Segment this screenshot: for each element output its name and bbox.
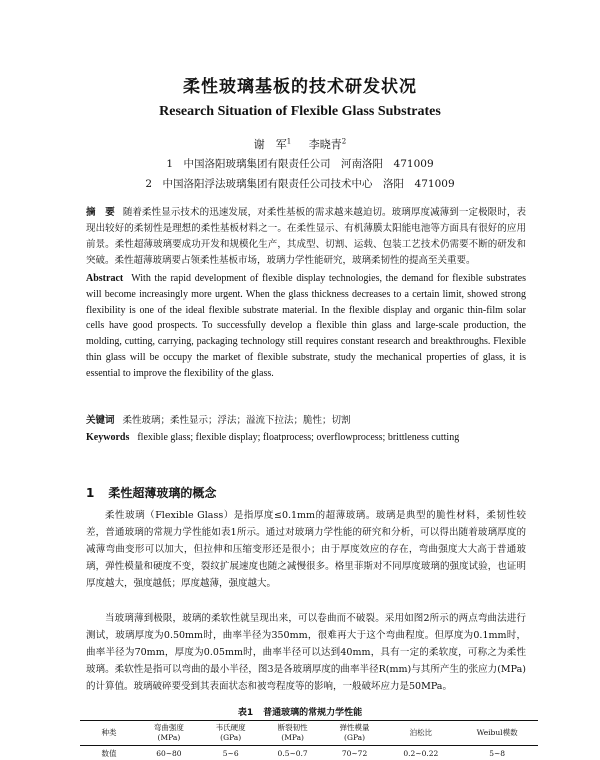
table-cell: 5~8 bbox=[456, 746, 538, 760]
table-header-cell bbox=[324, 721, 386, 746]
affiliation-1: 1 中国洛阳玻璃集团有限责任公司 河南洛阳 471009 bbox=[0, 156, 600, 171]
header-line: 韦氏硬度 bbox=[216, 723, 246, 732]
table-caption-number: 表1 bbox=[238, 708, 253, 718]
table-cell: 70~72 bbox=[324, 746, 386, 760]
header-line: 弹性模量 bbox=[340, 723, 370, 732]
author-2: 李晓青 bbox=[309, 138, 342, 151]
table-header-cell: 泊松比 bbox=[385, 721, 456, 746]
keywords-zh-label: 关键词 bbox=[86, 415, 115, 426]
keywords-en bbox=[86, 430, 526, 446]
table-caption-text: 普通玻璃的常规力学性能 bbox=[263, 708, 362, 718]
section-title: 柔性超薄玻璃的概念 bbox=[108, 486, 216, 500]
table-header-cell: 种类 bbox=[80, 721, 138, 746]
keywords-zh-text: 柔性玻璃；柔性显示；浮法；溢流下拉法；脆性；切割 bbox=[123, 415, 351, 426]
abstract-en bbox=[86, 271, 526, 382]
table-header-cell: Weibul模数 bbox=[456, 721, 538, 746]
header-unit: (GPa) bbox=[220, 733, 241, 742]
keywords-en-label: Keywords bbox=[86, 432, 129, 443]
header-unit: (MPa) bbox=[158, 733, 181, 742]
author-2-sup: 2 bbox=[342, 137, 346, 145]
table-header-cell bbox=[138, 721, 200, 746]
authors bbox=[0, 136, 600, 152]
properties-table bbox=[80, 720, 538, 760]
header-line: 断裂韧性 bbox=[278, 723, 308, 732]
table-row bbox=[80, 746, 538, 760]
header-unit: (GPa) bbox=[344, 733, 365, 742]
abstract-en-label: Abstract bbox=[86, 273, 123, 284]
table-cell: 60~80 bbox=[138, 746, 200, 760]
abstract-zh-text: 随着柔性显示技术的迅速发展，对柔性基板的需求越来越迫切。玻璃厚度减薄到一定极限时，表现出较好的柔韧性是理想的柔性基板材料之一。在柔性显示、有机薄膜太阳能电池等方面具有很好的应用前景。柔性超薄玻璃要成功开发和规模化生产，其成型、切割、运载、包装工艺技术仍需要不断的研发和突破。柔性超薄玻璃要占领柔性基板市场，玻璃力学性能研究，玻璃柔韧性的提高至关重要。 bbox=[86, 207, 526, 266]
keywords-zh bbox=[86, 413, 526, 429]
paper-title-zh: 柔性玻璃基板的技术研发状况 bbox=[0, 72, 600, 97]
header-line: 弯曲强度 bbox=[154, 723, 184, 732]
section-heading bbox=[86, 484, 216, 501]
table-cell: 数值 bbox=[80, 746, 138, 760]
section-number: 1 bbox=[86, 486, 94, 500]
table-cell: 5~6 bbox=[200, 746, 262, 760]
affiliation-2: 2 中国洛阳浮法玻璃集团有限责任公司技术中心 洛阳 471009 bbox=[0, 176, 600, 191]
table-header-cell bbox=[262, 721, 324, 746]
author-1: 谢 军 bbox=[254, 138, 287, 151]
table-header-cell bbox=[200, 721, 262, 746]
paper-title-en: Research Situation of Flexible Glass Substrates bbox=[0, 104, 600, 120]
header-unit: (MPa) bbox=[281, 733, 304, 742]
body-paragraph-2: 当玻璃薄到极限，玻璃的柔软性就呈现出来，可以卷曲而不破裂。采用如图2所示的两点弯曲法进行测试，玻璃厚度为0.50mm时，曲率半径为350mm，很难再大于这个弯曲程度。但厚度为0.1mm时，曲率半径为70mm，厚度为0.05mm时，曲率半径可以达到40mm，具有一定的柔软度，可称之为柔性玻璃。柔软性是指可以弯曲的最小半径，图3是各玻璃厚度的曲率半径R(mm)与其所产生的张应力(MPa)的计算值。玻璃破碎要受到其表面状态和被弯程度等的影响，一般破坏应力是50MPa。 bbox=[86, 610, 526, 695]
body-paragraph-1: 柔性玻璃（Flexible Glass）是指厚度≤0.1mm的超薄玻璃。玻璃是典型的脆性材料，柔韧性较差，普通玻璃的常规力学性能如表1所示。通过对玻璃力学性能的研究和分析，可以得出随着玻璃厚度的减薄弯曲变形可以加大，但拉伸和压缩变形还是很小；由于厚度效应的存在，弯曲强度大大高于普通玻璃，弹性模量和硬度不变，裂纹扩展速度也随之减慢很多。格里菲斯对不同厚度玻璃的强度试验，也证明厚度越大，强度越低；厚度越薄，强度越大。 bbox=[86, 507, 526, 592]
table-cell: 0.5~0.7 bbox=[262, 746, 324, 760]
table-cell: 0.2~0.22 bbox=[385, 746, 456, 760]
abstract-en-text: With the rapid development of flexible display technologies, the demand for flexible substrates will become increasingly more urgent. When the glass thickness decreases to a certain limit, showed strong flexibility is one of the ideal flexible substrate material. In the flexible display and organic thin-film solar cells have good prospects. To successfully develop a flexible thin glass and large-scale production, the molding, cutting, carrying, packaging technology still requires constant research and breakthroughs. Flexible thin glass will be occupy the market of flexible substrate, study the mechanical properties of glass, it is essential to improve the flexibility of the glass. bbox=[86, 273, 526, 379]
abstract-zh-label: 摘 要 bbox=[86, 207, 115, 218]
author-1-sup: 1 bbox=[287, 137, 291, 145]
table-header-row bbox=[80, 721, 538, 746]
keywords-en-text: flexible glass; flexible display; floatprocess; overflowprocess; brittleness cutting bbox=[137, 432, 459, 443]
abstract-zh bbox=[86, 205, 526, 269]
table-caption bbox=[0, 705, 600, 718]
